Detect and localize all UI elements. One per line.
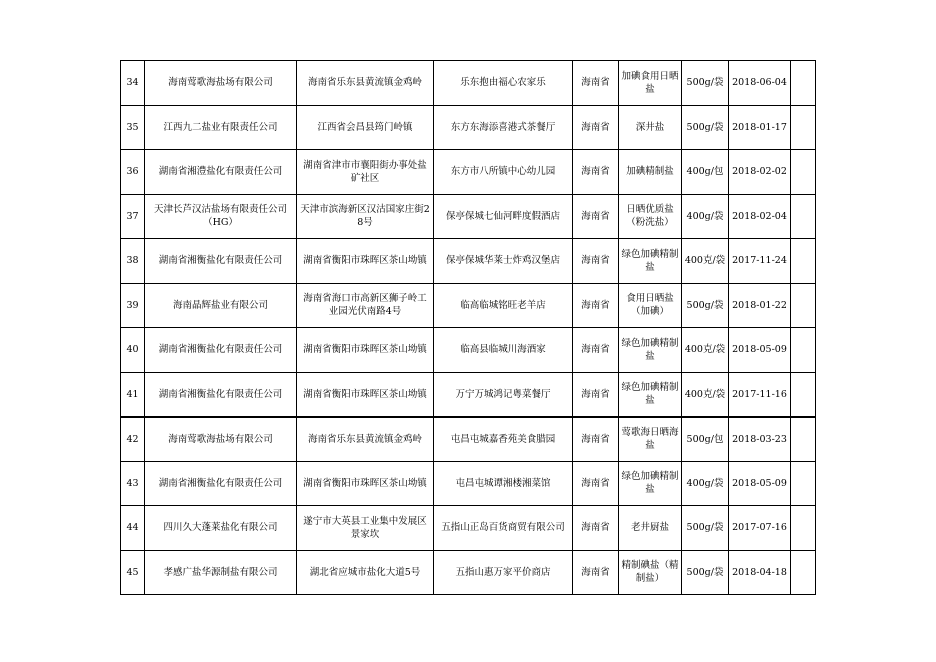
table-row	[121, 239, 816, 284]
seller-name-cell: 屯昌屯城谭湘楼湘菜馆	[434, 461, 573, 506]
row-number-cell: 44	[121, 506, 145, 551]
production-date-cell: 2018-01-22	[729, 283, 791, 328]
table-body	[121, 61, 816, 595]
producer-address-cell: 湖南省衡阳市珠晖区茶山坳镇	[297, 328, 434, 373]
product-name-cell: 绿色加碘精制盐	[619, 461, 682, 506]
product-name-cell: 加碘食用日晒盐	[619, 61, 682, 106]
seller-name-cell: 保亭保城华莱士炸鸡汉堡店	[434, 239, 573, 284]
producer-address-cell: 遂宁市大英县工业集中发展区景家坎	[297, 506, 434, 551]
row-number-cell: 37	[121, 194, 145, 239]
production-date-cell: 2018-06-04	[729, 61, 791, 106]
seller-name-cell: 临高临城铭旺老羊店	[434, 283, 573, 328]
table-row	[121, 417, 816, 462]
spec-cell: 400g/袋	[682, 194, 729, 239]
spec-cell: 500g/袋	[682, 283, 729, 328]
production-date-cell: 2017-11-24	[729, 239, 791, 284]
table-row	[121, 283, 816, 328]
table-row	[121, 506, 816, 551]
spec-cell: 400克/袋	[682, 239, 729, 284]
province-cell: 海南省	[573, 328, 619, 373]
row-number-cell: 40	[121, 328, 145, 373]
province-cell: 海南省	[573, 506, 619, 551]
note-cell	[791, 283, 816, 328]
production-date-cell: 2018-04-18	[729, 550, 791, 595]
producer-address-cell: 海南省海口市高新区狮子岭工业园光伏南路4号	[297, 283, 434, 328]
spec-cell: 500g/袋	[682, 550, 729, 595]
product-name-cell: 老井厨盐	[619, 506, 682, 551]
note-cell	[791, 372, 816, 417]
producer-name-cell: 四川久大蓬莱盐化有限公司	[145, 506, 297, 551]
producer-name-cell: 海南莺歌海盐场有限公司	[145, 417, 297, 462]
seller-name-cell: 乐东抱由福心农家乐	[434, 61, 573, 106]
note-cell	[791, 461, 816, 506]
producer-name-cell: 湖南省湘衡盐化有限责任公司	[145, 328, 297, 373]
producer-address-cell: 湖南省衡阳市珠晖区茶山坳镇	[297, 372, 434, 417]
producer-address-cell: 湖南省衡阳市珠晖区茶山坳镇	[297, 461, 434, 506]
production-date-cell: 2017-11-16	[729, 372, 791, 417]
producer-address-cell: 湖南省津市市襄阳街办事处盐矿社区	[297, 150, 434, 195]
spec-cell: 400g/包	[682, 150, 729, 195]
product-name-cell: 绿色加碘精制盐	[619, 372, 682, 417]
production-date-cell: 2017-07-16	[729, 506, 791, 551]
table-row	[121, 550, 816, 595]
note-cell	[791, 417, 816, 462]
product-name-cell: 加碘精制盐	[619, 150, 682, 195]
table-row	[121, 461, 816, 506]
spec-cell: 500g/袋	[682, 105, 729, 150]
seller-name-cell: 万宁万城鸿记粤菜餐厅	[434, 372, 573, 417]
product-name-cell: 绿色加碘精制盐	[619, 328, 682, 373]
producer-name-cell: 天津长芦汉沽盐场有限责任公司（HG）	[145, 194, 297, 239]
producer-address-cell: 海南省乐东县黄流镇金鸡岭	[297, 61, 434, 106]
province-cell: 海南省	[573, 283, 619, 328]
spec-cell: 400克/袋	[682, 328, 729, 373]
spec-cell: 400g/袋	[682, 461, 729, 506]
province-cell: 海南省	[573, 461, 619, 506]
table-row	[121, 194, 816, 239]
table-row	[121, 372, 816, 417]
row-number-cell: 38	[121, 239, 145, 284]
product-name-cell: 食用日晒盐（加碘）	[619, 283, 682, 328]
product-name-cell: 日晒优质盐（粉洗盐）	[619, 194, 682, 239]
table-row	[121, 150, 816, 195]
seller-name-cell: 保亭保城七仙河畔度假酒店	[434, 194, 573, 239]
product-name-cell: 绿色加碘精制盐	[619, 239, 682, 284]
seller-name-cell: 五指山惠万家平价商店	[434, 550, 573, 595]
seller-name-cell: 东方东海添喜港式茶餐厅	[434, 105, 573, 150]
row-number-cell: 41	[121, 372, 145, 417]
note-cell	[791, 506, 816, 551]
row-number-cell: 42	[121, 417, 145, 462]
producer-name-cell: 湖南省湘衡盐化有限责任公司	[145, 461, 297, 506]
row-number-cell: 36	[121, 150, 145, 195]
producer-address-cell: 天津市滨海新区汉沽国家庄街28号	[297, 194, 434, 239]
row-number-cell: 43	[121, 461, 145, 506]
spec-cell: 500g/包	[682, 417, 729, 462]
producer-name-cell: 海南晶辉盐业有限公司	[145, 283, 297, 328]
production-date-cell: 2018-05-09	[729, 328, 791, 373]
production-date-cell: 2018-02-04	[729, 194, 791, 239]
producer-name-cell: 湖南省湘衡盐化有限责任公司	[145, 372, 297, 417]
province-cell: 海南省	[573, 417, 619, 462]
note-cell	[791, 239, 816, 284]
province-cell: 海南省	[573, 105, 619, 150]
province-cell: 海南省	[573, 550, 619, 595]
row-number-cell: 39	[121, 283, 145, 328]
product-table	[120, 60, 816, 595]
spec-cell: 500g/袋	[682, 61, 729, 106]
table-row	[121, 61, 816, 106]
table-row	[121, 328, 816, 373]
producer-name-cell: 湖南省湘澧盐化有限责任公司	[145, 150, 297, 195]
producer-name-cell: 江西九二盐业有限责任公司	[145, 105, 297, 150]
product-name-cell: 莺歌海日晒海盐	[619, 417, 682, 462]
note-cell	[791, 328, 816, 373]
seller-name-cell: 东方市八所镇中心幼儿园	[434, 150, 573, 195]
product-name-cell: 深井盐	[619, 105, 682, 150]
province-cell: 海南省	[573, 239, 619, 284]
row-number-cell: 35	[121, 105, 145, 150]
production-date-cell: 2018-05-09	[729, 461, 791, 506]
note-cell	[791, 61, 816, 106]
note-cell	[791, 550, 816, 595]
producer-name-cell: 孝感广盐华源制盐有限公司	[145, 550, 297, 595]
province-cell: 海南省	[573, 150, 619, 195]
province-cell: 海南省	[573, 61, 619, 106]
producer-address-cell: 湖北省应城市盐化大道5号	[297, 550, 434, 595]
row-number-cell: 34	[121, 61, 145, 106]
note-cell	[791, 105, 816, 150]
note-cell	[791, 150, 816, 195]
seller-name-cell: 五指山正岛百货商贸有限公司	[434, 506, 573, 551]
table-row	[121, 105, 816, 150]
producer-address-cell: 湖南省衡阳市珠晖区茶山坳镇	[297, 239, 434, 284]
producer-name-cell: 湖南省湘衡盐化有限责任公司	[145, 239, 297, 284]
spec-cell: 400克/袋	[682, 372, 729, 417]
seller-name-cell: 屯昌屯城嘉香苑美食腊园	[434, 417, 573, 462]
production-date-cell: 2018-01-17	[729, 105, 791, 150]
production-date-cell: 2018-03-23	[729, 417, 791, 462]
producer-address-cell: 江西省会昌县筠门岭镇	[297, 105, 434, 150]
seller-name-cell: 临高县临城川海酒家	[434, 328, 573, 373]
production-date-cell: 2018-02-02	[729, 150, 791, 195]
province-cell: 海南省	[573, 194, 619, 239]
product-name-cell: 精制碘盐（精制盐）	[619, 550, 682, 595]
producer-name-cell: 海南莺歌海盐场有限公司	[145, 61, 297, 106]
row-number-cell: 45	[121, 550, 145, 595]
province-cell: 海南省	[573, 372, 619, 417]
producer-address-cell: 海南省乐东县黄流镇金鸡岭	[297, 417, 434, 462]
spec-cell: 500g/袋	[682, 506, 729, 551]
note-cell	[791, 194, 816, 239]
